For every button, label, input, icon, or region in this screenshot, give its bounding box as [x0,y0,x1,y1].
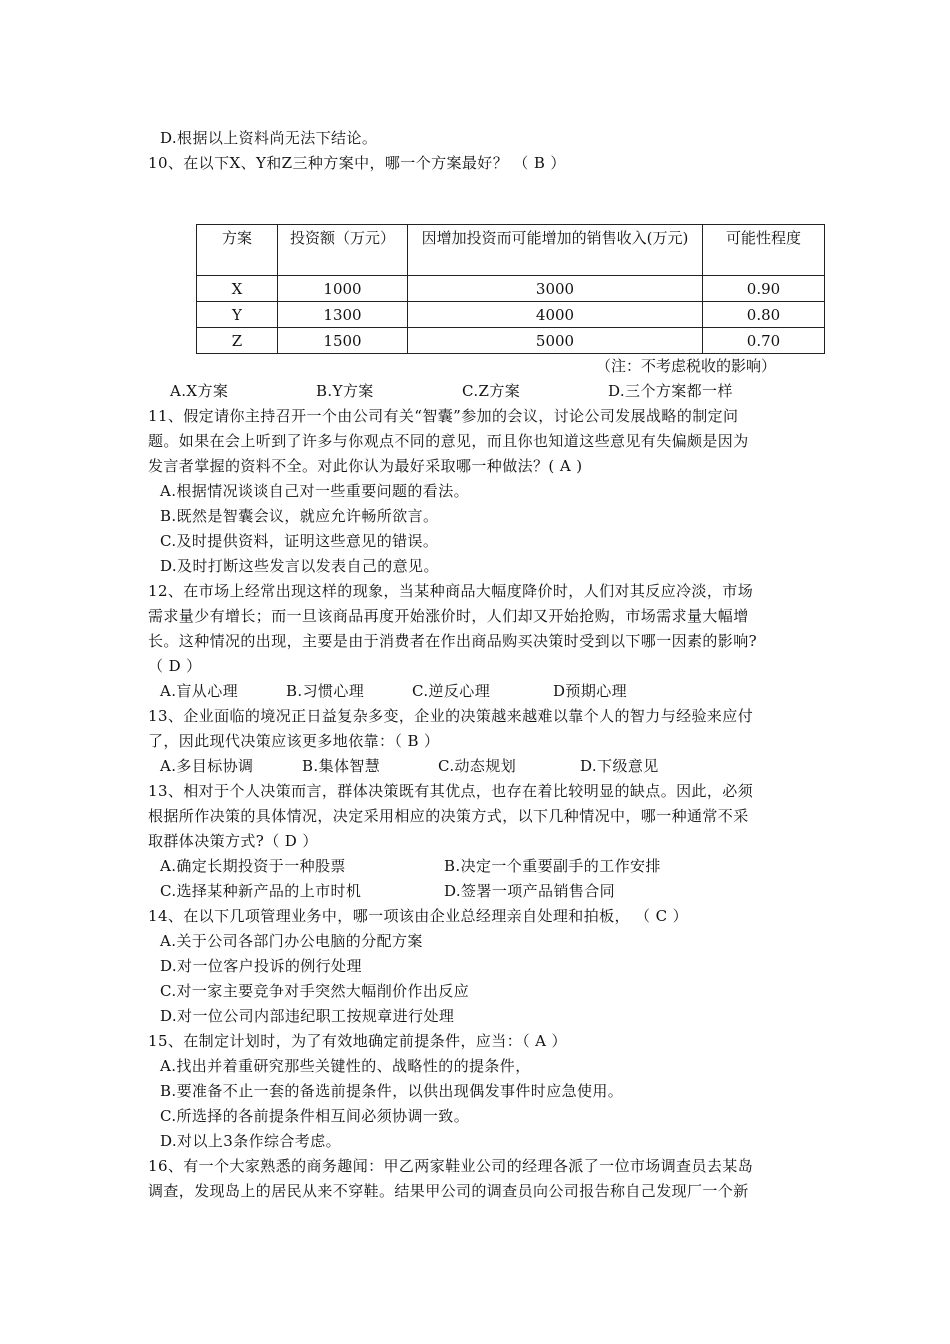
q12-line-4: （ D ） [148,657,202,675]
q12-options [0,681,950,701]
table-note: （注：不考虑税收的影响） [596,357,777,375]
q12-option-d: D预期心理 [553,682,628,700]
q15-option-c: C.所选择的各前提条件相互间必须协调一致。 [160,1107,470,1125]
q13a-option-b: B.集体智慧 [302,757,381,775]
table-cell: 0.90 [703,276,825,302]
q12-line-1: 12、在市场上经常出现这样的现象，当某种商品大幅度降价时，人们对其反应冷淡，市场 [148,582,754,600]
q13a-line-2: 了，因此现代决策应该更多地依靠：（ B ） [148,732,440,750]
q14-option-c: C.对一家主要竞争对手突然大幅削价作出反应 [160,982,470,1000]
q11-line-1: 11、假定请你主持召开一个由公司有关“智囊”参加的会议，讨论公司发展战略的制定问 [148,407,739,425]
q9-option-d: D.根据以上资料尚无法下结论。 [160,129,378,147]
q11-option-c: C.及时提供资料，证明这些意见的错误。 [160,532,439,550]
q12-option-b: B.习惯心理 [286,682,365,700]
table-header-cell: 方案 [197,225,278,276]
table-cell: 1300 [278,302,408,328]
q11-option-b: B.既然是智囊会议，就应允许畅所欲言。 [160,507,439,525]
q15-question: 15、在制定计划时，为了有效地确定前提条件，应当：（ A ） [148,1032,567,1050]
table-cell: X [197,276,278,302]
table-row [197,276,825,302]
q13b-line-1: 13、相对于个人决策而言，群体决策既有其优点，也存在着比较明显的缺点。因此，必须 [148,782,754,800]
table-cell: 3000 [408,276,703,302]
q15-option-d: D.对以上3条作综合考虑。 [160,1132,342,1150]
plan-table [196,224,825,354]
q12-line-2: 需求量少有增长；而一旦该商品再度开始涨价时，人们却又开始抢购，市场需求量大幅增 [148,607,749,625]
table-header-cell: 可能性程度 [703,225,825,276]
q12-line-3: 长。这种情况的出现，主要是由于消费者在作出商品购买决策时受到以下哪一因素的影响? [148,632,758,650]
q13a-option-a: A.多目标协调 [160,757,254,775]
table-cell: Y [197,302,278,328]
q13a-options [0,756,950,776]
q10-option-a: A.X方案 [170,382,229,400]
q15-option-a: A.找出并着重研究那些关键性的、战略性的的提条件， [160,1057,531,1075]
q14-option-a: A.关于公司各部门办公电脑的分配方案 [160,932,423,950]
table-cell: 4000 [408,302,703,328]
table-cell: 0.70 [703,328,825,354]
table-header-cell: 投资额（万元） [278,225,408,276]
q13b-option-a: A.确定长期投资于一种股票 [160,857,346,875]
q10-option-b: B.Y方案 [316,382,374,400]
q12-option-c: C.逆反心理 [412,682,491,700]
q13b-line-2: 根据所作决策的具体情况，决定采用相应的决策方式，以下几种情况中，哪一种通常不采 [148,807,749,825]
table-header-cell: 因增加投资而可能增加的销售收入(万元) [408,225,703,276]
table-cell: 0.80 [703,302,825,328]
q13b-option-c: C.选择某种新产品的上市时机 [160,882,362,900]
q14-question: 14、在以下几项管理业务中，哪一项该由企业总经理亲自处理和拍板， （ C ） [148,907,689,925]
table-cell: 1000 [278,276,408,302]
q13b-options-row-1 [0,856,950,876]
q11-option-d: D.及时打断这些发言以发表自己的意见。 [160,557,439,575]
q14-option-d1: D.对一位客户投诉的例行处理 [160,957,362,975]
q10-options [0,381,950,401]
q10-option-c: C.Z方案 [462,382,521,400]
table-row [197,328,825,354]
q11-line-3: 发言者掌握的资料不全。对此你认为最好采取哪一种做法？( A ) [148,457,583,475]
q10-question: 10、在以下X、Y和Z三种方案中，哪一个方案最好？ （ B ） [148,154,566,172]
q10-option-d: D.三个方案都一样 [608,382,733,400]
q13b-line-3: 取群体决策方式?（ D ） [148,832,318,850]
table-row [197,302,825,328]
q13a-option-d: D.下级意见 [580,757,659,775]
table-cell: Z [197,328,278,354]
q13a-option-c: C.动态规划 [438,757,517,775]
q12-option-a: A.盲从心理 [160,682,239,700]
q13b-option-d: D.签署一项产品销售合同 [444,882,616,900]
q11-line-2: 题。如果在会上听到了许多与你观点不同的意见，而且你也知道这些意见有失偏颇是因为 [148,432,749,450]
q14-option-d2: D.对一位公司内部违纪职工按规章进行处理 [160,1007,455,1025]
q13a-line-1: 13、企业面临的境况正日益复杂多变，企业的决策越来越难以靠个人的智力与经验来应付 [148,707,754,725]
q13b-options-row-2 [0,881,950,901]
table-cell: 1500 [278,328,408,354]
q16-line-1: 16、有一个大家熟悉的商务趣闻：甲乙两家鞋业公司的经理各派了一位市场调查员去某岛 [148,1157,754,1175]
q13b-option-b: B.决定一个重要副手的工作安排 [444,857,661,875]
table-header-row [197,225,825,276]
q15-option-b: B.要准备不止一套的备选前提条件，以供出现偶发事件时应急使用。 [160,1082,624,1100]
table-cell: 5000 [408,328,703,354]
q16-line-2: 调查，发现岛上的居民从来不穿鞋。结果甲公司的调查员向公司报告称自己发现厂一个新 [148,1182,749,1200]
q11-option-a: A.根据情况谈谈自己对一些重要问题的看法。 [160,482,470,500]
